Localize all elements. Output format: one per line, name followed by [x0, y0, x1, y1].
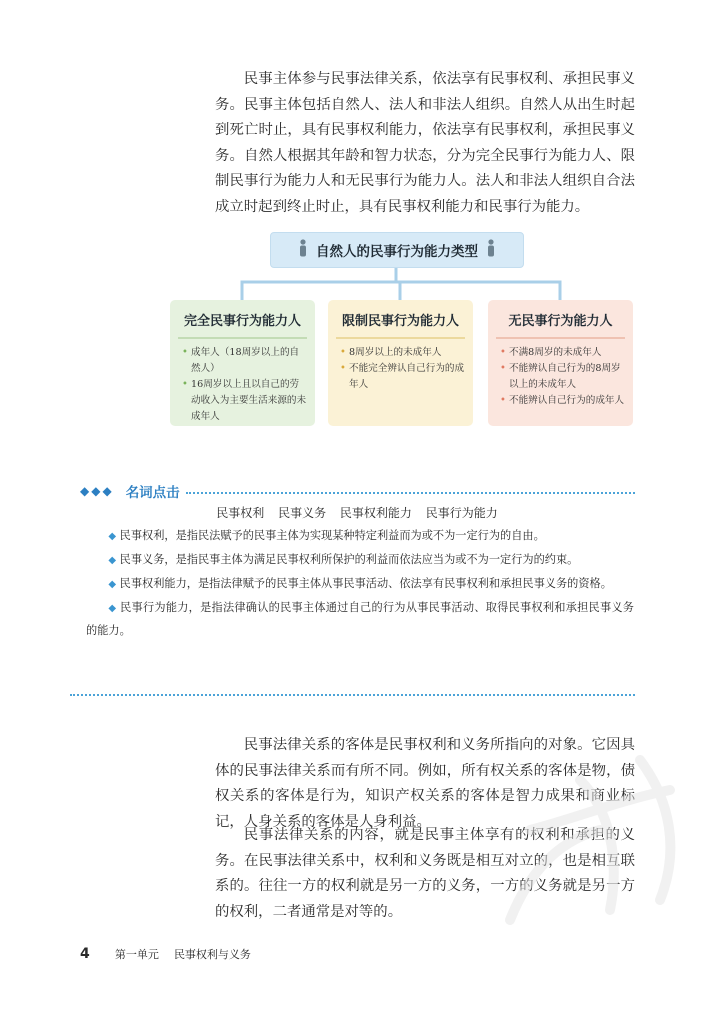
definitions-list [86, 525, 634, 643]
watermark-decoration [470, 720, 714, 960]
diamond-icon: ◆ [108, 555, 117, 566]
term-item: 民事权利 [216, 506, 265, 520]
diamond-icon: ◆ [108, 531, 117, 542]
card-item: • 16周岁以上且以自己的劳动收入为主要生活来源的未成年人 [182, 377, 307, 425]
term-list [0, 504, 714, 521]
term-item: 民事义务 [278, 506, 327, 520]
person-icon [486, 239, 496, 261]
unit-title: 民事权利与义务 [173, 948, 251, 961]
diamond-icon: ◆ [108, 603, 117, 614]
body-paragraph: 民事法律关系的内容，就是民事主体享有的权利和承担的义务。在民事法律关系中，权利和义务既是相互对立的，也是相互联系的。往往一方的权利就是另一方的义务，一方的义务就是另一方的权利，二者通常是对等的。 [215, 827, 635, 920]
term-item: 民事权利能力 [339, 506, 412, 520]
card-no-capacity [488, 300, 633, 426]
definition-item [86, 573, 634, 596]
page-footer [80, 943, 251, 962]
card-title: 限制民事行为能力人 [336, 300, 465, 339]
definition-text: 民事权利，是指民法赋予的民事主体为实现某种特定利益而为或不为一定行为的自由。 [119, 529, 545, 542]
terms-box-title: 名词点击 [125, 485, 180, 501]
definition-item [86, 549, 634, 572]
page-number: 4 [80, 946, 90, 962]
card-item: • 不能辨认自己行为的8周岁以上的未成年人 [500, 361, 625, 393]
definition-text: 民事行为能力，是指法律确认的民事主体通过自己的行为从事民事活动、取得民事权利和承担民事义务的能力。 [86, 601, 634, 637]
term-item: 民事行为能力 [425, 506, 498, 520]
card-title: 无民事行为能力人 [496, 300, 625, 339]
definition-text: 民事义务，是指民事主体为满足民事权利所保护的利益而依法应当为或不为一定行为的约束。 [119, 553, 579, 566]
diamond-icon: ◆ [108, 579, 117, 590]
diagram-root-node [270, 232, 524, 268]
card-item: • 不能完全辨认自己行为的成年人 [340, 361, 465, 393]
divider [186, 492, 635, 494]
unit-label: 第一单元 [114, 948, 159, 961]
card-item: • 不能辨认自己行为的成年人 [500, 393, 625, 409]
person-icon [298, 239, 308, 261]
intro-paragraph: 民事主体参与民事法律关系，依法享有民事权利、承担民事义务。民事主体包括自然人、法人和非法人组织。自然人从出生时起到死亡时止，具有民事权利能力，依法享有民事权利，承担民事义务。自然人根据其年龄和智力状态，分为完全民事行为能力人、限制民事行为能力人和无民事行为能力人。法人和非法人组织自合法成立时起到终止时止，具有民事权利能力和民事行为能力。 [215, 71, 635, 215]
body-paragraph: 民事法律关系的客体是民事权利和义务所指向的对象。它因具体的民事法律关系而有所不同。例如，所有权关系的客体是物，债权关系的客体是行为，知识产权关系的客体是智力成果和商业标记，人身关系的客体是人身利益。 [215, 737, 635, 830]
card-item: • 8周岁以上的未成年人 [340, 345, 465, 361]
capacity-types-diagram [170, 232, 632, 428]
diamond-icon: ◆◆◆ [80, 484, 114, 498]
definition-text: 民事权利能力，是指法律赋予的民事主体从事民事活动、依法享有民事权利和承担民事义务的资格。 [119, 577, 612, 590]
card-item: • 成年人（18周岁以上的自然人） [182, 345, 307, 377]
definition-item [86, 525, 634, 548]
card-full-capacity [170, 300, 315, 426]
card-limited-capacity [328, 300, 473, 426]
diagram-root-label: 自然人的民事行为能力类型 [316, 244, 478, 260]
card-item: • 不满8周岁的未成年人 [500, 345, 625, 361]
divider [70, 694, 635, 696]
terms-box-header [80, 481, 635, 501]
definition-item [86, 597, 634, 642]
card-title: 完全民事行为能力人 [178, 300, 307, 339]
